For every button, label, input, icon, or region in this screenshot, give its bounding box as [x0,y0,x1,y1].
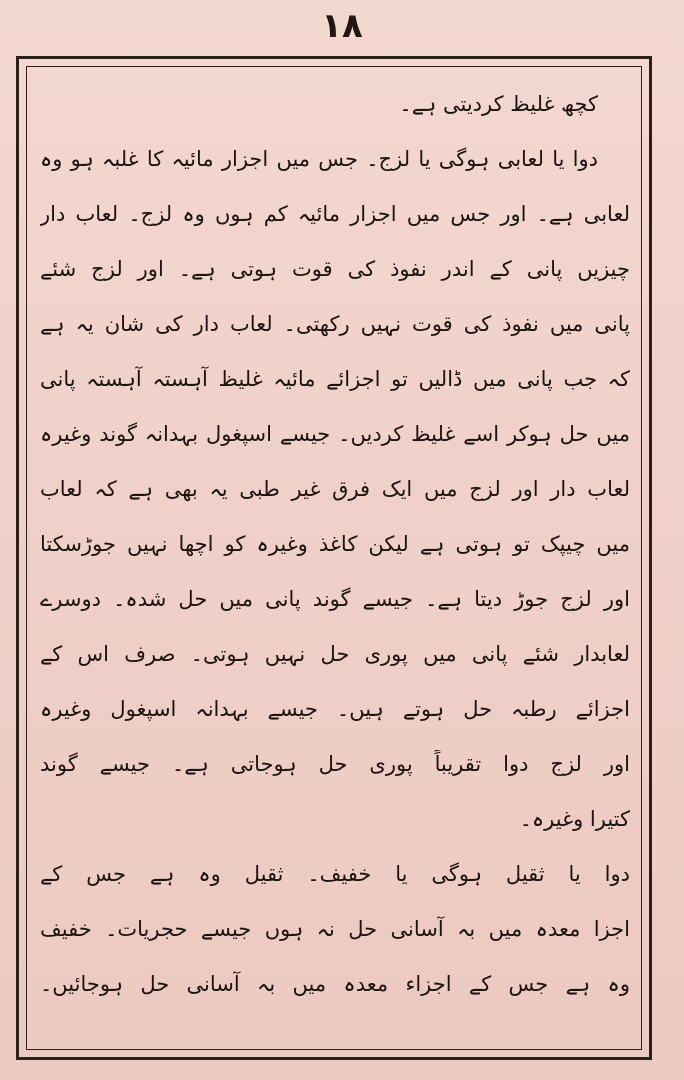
text-line: میں حل ہوکر اسے غلیظ کردیں۔ جیسے اسپغول بہدانہ گوند وغیرہ [40,422,630,446]
text-line: لعابی ہے۔ اور جس میں اجزار مائیہ کم ہوں وہ لزج۔ لعاب دار [40,202,630,226]
text-block [40,82,630,1032]
text-line: کتیرا وغیرہ۔ [519,807,630,831]
text-line: اور لزج دوا تقریباً پوری حل ہوجاتی ہے۔ جیسے گوند [40,752,630,776]
text-line: لعابدار شئے پانی میں پوری حل نہیں ہوتی۔ صرف اس کے [40,642,630,666]
page-number: ١٨ [321,6,363,46]
text-line: دوا یا ثقیل ہوگی یا خفیف۔ ثقیل وہ ہے جس کے [40,862,630,886]
text-line: کچھ غلیظ کردیتی ہے۔ [399,92,598,116]
text-line: اور لزج جوڑ دیتا ہے۔ جیسے گوند پانی میں حل شدہ۔ دوسرے [40,587,630,611]
text-line: وہ ہے جس کے اجزاء معدہ میں بہ آسانی حل ہوجائیں۔ [40,972,630,996]
text-line: چیزیں پانی کے اندر نفوذ کی قوت ہوتی ہے۔ اور لزج شئے [40,257,630,281]
text-line: میں چیپک تو ہوتی ہے لیکن کاغذ وغیرہ کو اچھا نہیں جوڑسکتا [40,532,630,556]
text-line: پانی میں نفوذ کی قوت نہیں رکھتی۔ لعاب دار کی شان یہ ہے [40,312,630,336]
text-line: اجزا معدہ میں بہ آسانی حل نہ ہوں جیسے حجریات۔ خفیف [40,917,630,941]
text-line: دوا یا لعابی ہوگی یا لزج۔ جس میں اجزار مائیہ کا غلبہ ہو وہ [40,147,598,171]
text-line: اجزائے رطبہ حل ہوتے ہیں۔ جیسے بہدانہ اسپغول وغیرہ [40,697,630,721]
text-line: لعاب دار اور لزج میں ایک فرق غیر طبی یہ بھی ہے کہ لعاب [40,477,630,501]
text-line: کہ جب پانی میں ڈالیں تو اجزائے مائیہ غلیظ آہستہ آہستہ پانی [40,367,630,391]
